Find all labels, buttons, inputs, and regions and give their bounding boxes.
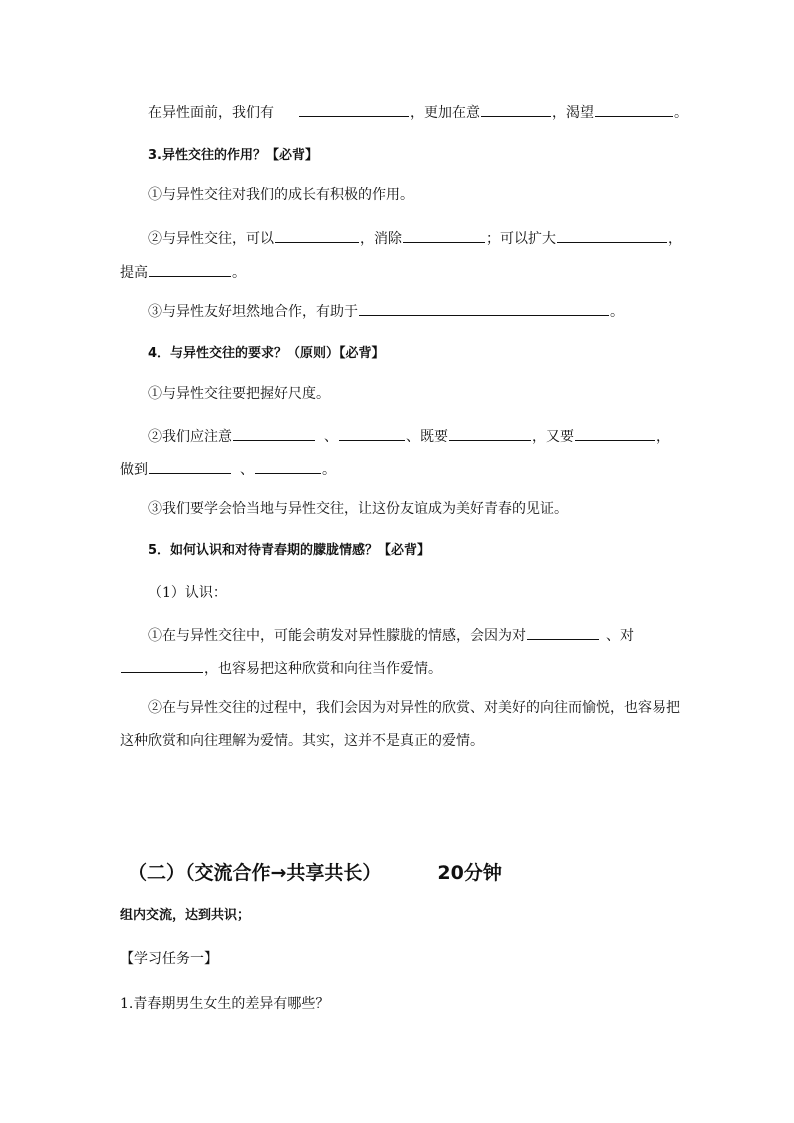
text: 提高 — [120, 265, 148, 281]
text: ③与异性友好坦然地合作，有助于 — [148, 304, 358, 320]
blank[interactable] — [449, 426, 531, 441]
task-label: 【学习任务一】 — [120, 951, 218, 967]
question-1: 1.青春期男生女生的差异有哪些？ — [120, 996, 330, 1012]
q4-p3: ③我们要学会恰当地与异性交往，让这份友谊成为美好青春的见证。 — [148, 501, 568, 517]
q3-p2 — [148, 228, 682, 249]
text: 。 — [674, 105, 688, 121]
section-title: （二）（交流合作→共享共长） — [128, 862, 382, 884]
text: 在异性面前，我们有 — [148, 105, 274, 121]
text: 、对 — [606, 628, 634, 644]
text: ，渴望 — [552, 105, 594, 121]
text: ②我们应注意 — [148, 429, 232, 445]
blank[interactable] — [149, 262, 231, 277]
text: ①在与异性交往中，可能会萌发对异性朦胧的情感，会因为对 — [148, 628, 526, 644]
q5-sub: （1）认识： — [148, 585, 227, 601]
blank[interactable] — [575, 426, 655, 441]
section-time: 20分钟 — [437, 862, 502, 884]
text: 、 — [240, 462, 254, 478]
blank[interactable] — [481, 102, 551, 117]
blank[interactable] — [527, 625, 599, 640]
blank[interactable] — [595, 102, 673, 117]
blank[interactable] — [149, 459, 231, 474]
q5-p1-cont — [120, 658, 442, 679]
q5-title: 5．如何认识和对待青春期的朦胧情感？【必背】 — [148, 543, 431, 558]
text: 做到 — [120, 462, 148, 478]
q5-p2: ②在与异性交往的过程中，我们会因为对异性的欣赏、对美好的向往而愉悦，也容易把 — [148, 700, 680, 716]
q4-p1: ①与异性交往要把握好尺度。 — [148, 386, 330, 402]
q4-title: 4．与异性交往的要求？（原则）【必背】 — [148, 346, 385, 361]
line-1 — [148, 102, 688, 123]
text: 。 — [610, 304, 624, 320]
blank[interactable] — [339, 426, 405, 441]
blank[interactable] — [299, 102, 409, 117]
q5-p2-cont: 这种欣赏和向往理解为爱情。其实，这并不是真正的爱情。 — [120, 733, 484, 749]
text: 、既要 — [406, 429, 448, 445]
text: 、 — [324, 429, 338, 445]
intro-text: 组内交流，达到共识； — [120, 908, 251, 923]
q4-p2 — [148, 426, 670, 447]
q3-p1: ①与异性交往对我们的成长有积极的作用。 — [148, 187, 414, 203]
q3-title: 3.异性交往的作用？【必背】 — [148, 148, 318, 163]
text: ， — [656, 429, 670, 445]
text: 。 — [232, 265, 246, 281]
text: ，更加在意 — [410, 105, 480, 121]
blank[interactable] — [275, 228, 359, 243]
q3-p3 — [148, 301, 624, 322]
q5-p1 — [148, 625, 634, 646]
text: ②与异性交往，可以 — [148, 231, 274, 247]
blank[interactable] — [121, 658, 203, 673]
text: 。 — [322, 462, 336, 478]
text: ，也容易把这种欣赏和向往当作爱情。 — [204, 661, 442, 677]
blank[interactable] — [233, 426, 315, 441]
q3-p2-cont — [120, 262, 246, 283]
section-heading — [128, 858, 502, 885]
blank[interactable] — [255, 459, 321, 474]
text: ，消除 — [360, 231, 402, 247]
blank[interactable] — [557, 228, 667, 243]
text: ，又要 — [532, 429, 574, 445]
blank[interactable] — [403, 228, 485, 243]
q4-p2-cont — [120, 459, 336, 480]
blank[interactable] — [359, 301, 609, 316]
text: ， — [668, 231, 682, 247]
text: ；可以扩大 — [486, 231, 556, 247]
